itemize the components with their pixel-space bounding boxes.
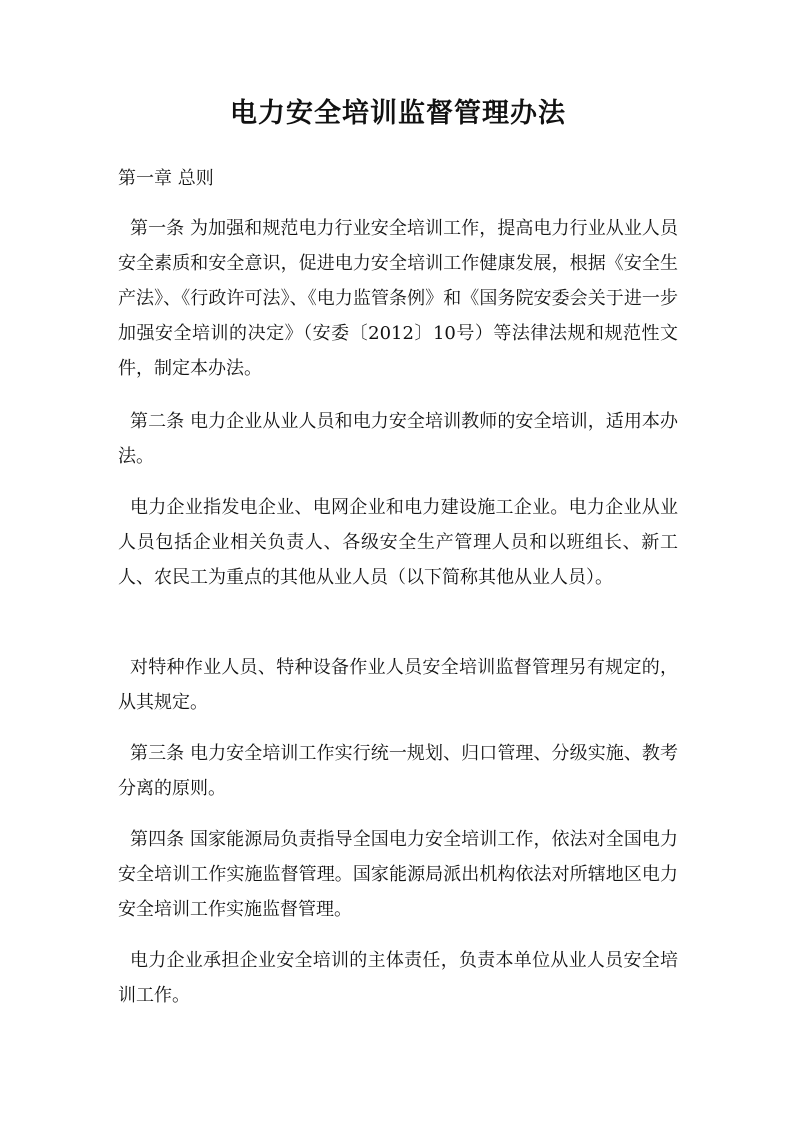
paragraph-article-4: 第四条 国家能源局负责指导全国电力安全培训工作，依法对全国电力安全培训工作实施监督管理。国家能源局派出机构依法对所辖地区电力安全培训工作实施监督管理。 [118, 829, 678, 920]
chapter-heading: 第一章 总则 [118, 168, 214, 189]
paragraph-enterprise-responsibility: 电力企业承担企业安全培训的主体责任，负责本单位从业人员安全培训工作。 [118, 950, 678, 1006]
paragraph-enterprise-definition: 电力企业指发电企业、电网企业和电力建设施工企业。电力企业从业人员包括企业相关负责人、各级安全生产管理人员和以班组长、新工人、农民工为重点的其他从业人员（以下简称其他从业人员）。 [118, 497, 678, 588]
paragraph-article-2: 第二条 电力企业从业人员和电力安全培训教师的安全培训，适用本办法。 [118, 411, 678, 467]
paragraph-article-3: 第三条 电力安全培训工作实行统一规划、归口管理、分级实施、教考分离的原则。 [118, 743, 678, 799]
document-title: 电力安全培训监督管理办法 [230, 98, 566, 129]
paragraph-article-1: 第一条 为加强和规范电力行业安全培训工作，提高电力行业从业人员安全素质和安全意识，促进电力安全培训工作健康发展，根据《安全生产法》、《行政许可法》、《电力监管条例》和《国务院安委会关于进一步加强安全培训的决定》（安委〔2012〕10号）等法律法规和规范性文件，制定本办法。 [118, 218, 678, 379]
paragraph-special-operations: 对特种作业人员、特种设备作业人员安全培训监督管理另有规定的，从其规定。 [118, 657, 678, 713]
